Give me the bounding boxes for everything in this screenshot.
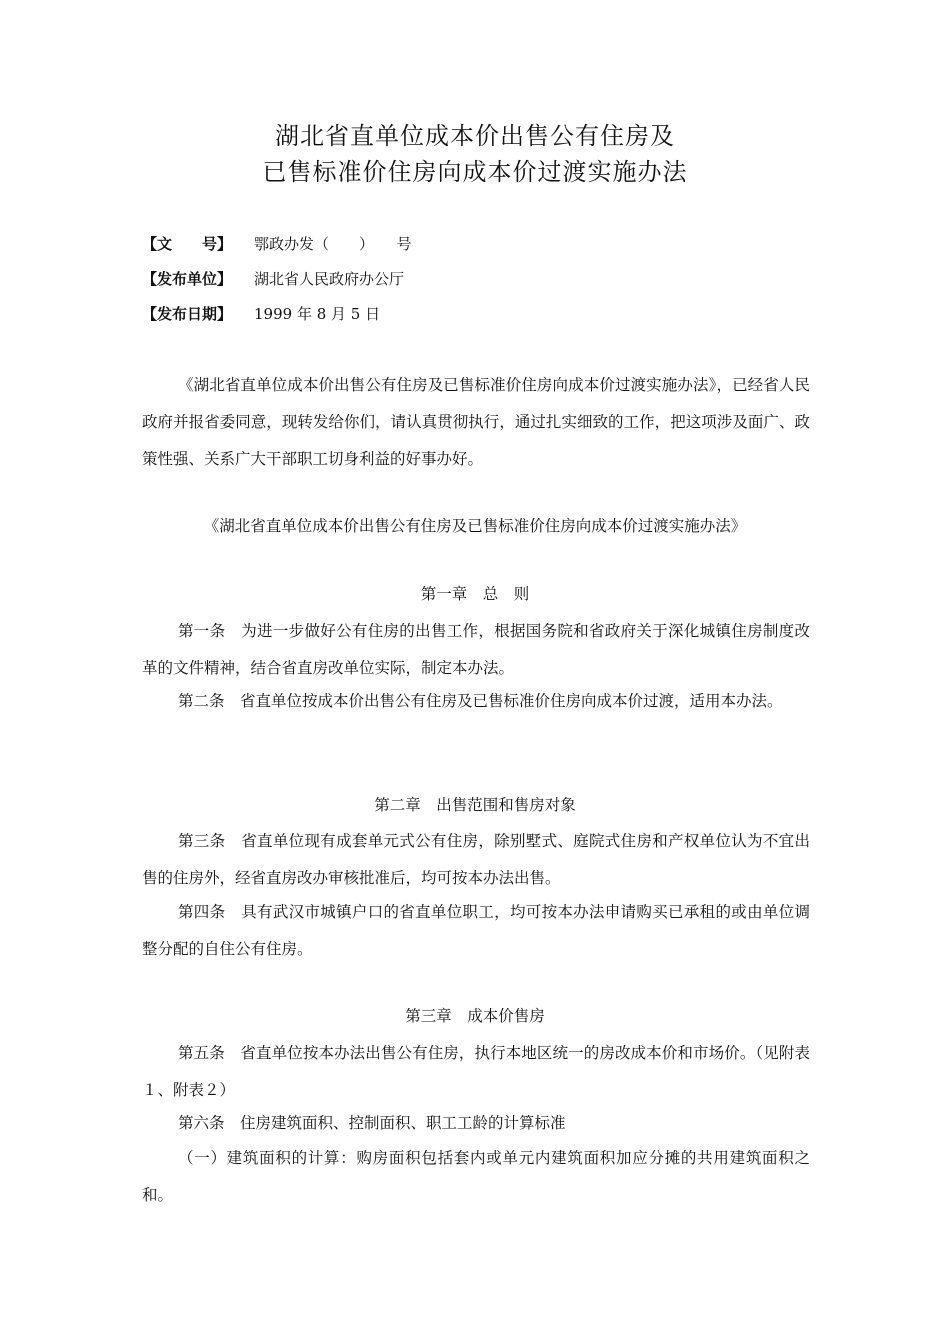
intro-paragraph: 《湖北省直单位成本价出售公有住房及已售标准价住房向成本价过渡实施办法》，已经省人民政府并报省委同意，现转发给你们，请认真贯彻执行，通过扎实细致的工作，把这项涉及面广、政策性强、关系广大干部职工切身利益的好事办好。 (142, 376, 810, 468)
article-1: 第一条 为进一步做好公有住房的出售工作，根据国务院和省政府关于深化城镇住房制度改革的文件精神，结合省直房改单位实际，制定本办法。 (142, 622, 810, 677)
article-4: 第四条 具有武汉市城镇户口的省直单位职工，均可按本办法申请购买已承租的或由单位调整分配的自住公有住房。 (142, 903, 810, 958)
article-6-item-1: （一）建筑面积的计算：购房面积包括套内或单元内建筑面积加应分摊的共用建筑面积之和。 (142, 1149, 810, 1204)
meta-value: 湖北省人民政府办公厅 (254, 270, 405, 288)
article-2: 第二条 省直单位按成本价出售公有住房及已售标准价住房向成本价过渡，适用本办法。 (178, 692, 783, 710)
document-title-line-1: 湖北省直单位成本价出售公有住房及 (275, 122, 675, 150)
article-6: 第六条 住房建筑面积、控制面积、职工工龄的计算标准 (178, 1114, 566, 1132)
article-5: 第五条 省直单位按本办法出售公有住房，执行本地区统一的房改成本价和市场价。（见附表１、附表２） (142, 1044, 810, 1099)
meta-value: 1999 年 8 月 5 日 (254, 305, 381, 323)
chapter-heading-3: 第三章 成本价售房 (405, 1007, 545, 1025)
meta-label: 【文 号】 (142, 235, 233, 253)
meta-row-issuer (142, 268, 404, 290)
chapter-heading-2: 第二章 出售范围和售房对象 (374, 796, 576, 814)
meta-row-date (142, 303, 380, 325)
meta-label: 【发布单位】 (142, 270, 233, 288)
meta-value: 鄂政办发（ ） 号 (254, 235, 412, 253)
document-title-line-2: 已售标准价住房向成本价过渡实施办法 (262, 158, 688, 186)
meta-row-doc-number (142, 233, 412, 255)
article-3: 第三条 省直单位现有成套单元式公有住房，除别墅式、庭院式住房和产权单位认为不宜出售的住房外，经省直房改办审核批准后，均可按本办法出售。 (142, 832, 810, 887)
chapter-heading-1: 第一章 总 则 (420, 585, 530, 603)
document-name-line: 《湖北省直单位成本价出售公有住房及已售标准价住房向成本价过渡实施办法》 (203, 517, 747, 535)
meta-label: 【发布日期】 (142, 305, 233, 323)
